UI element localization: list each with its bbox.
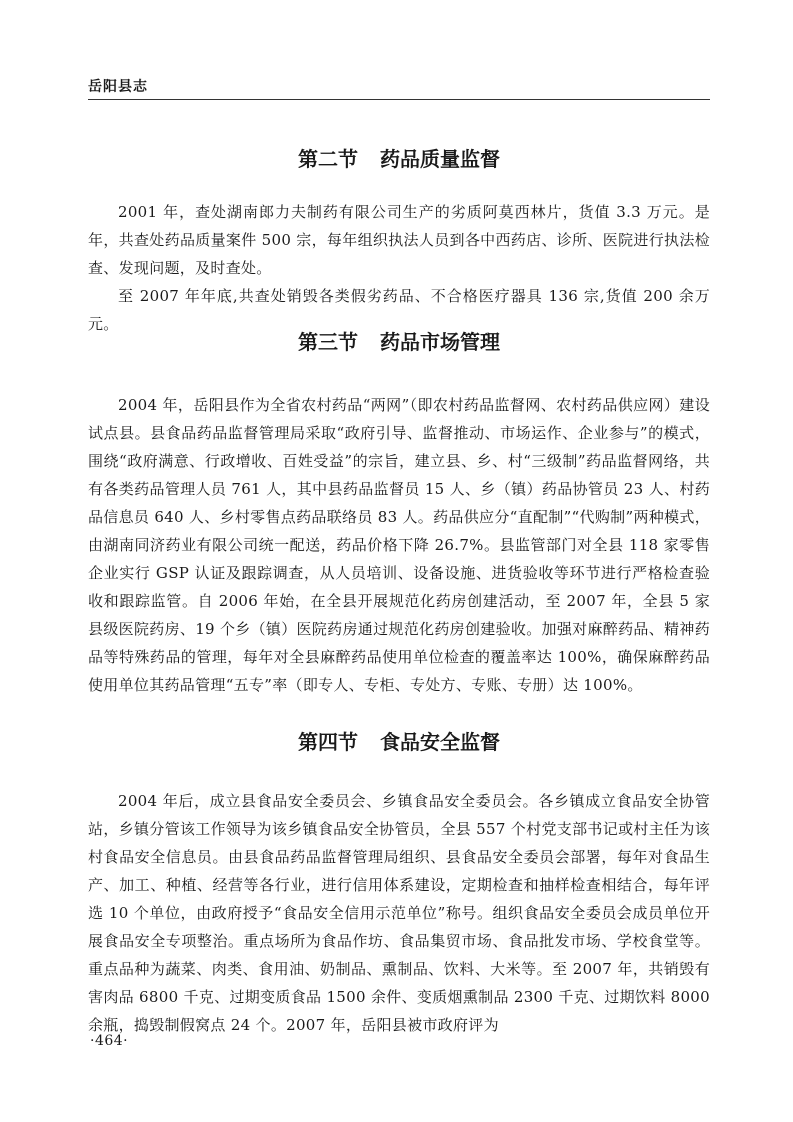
- running-header-title: 岳阳县志: [88, 79, 148, 95]
- paragraph: 至 2007 年年底,共查处销毁各类假劣药品、不合格医疗器具 136 宗,货值 200 余万元。: [88, 287, 710, 333]
- paragraph: 2004 年后，成立县食品安全委员会、乡镇食品安全委员会。各乡镇成立食品安全协管站，乡镇分管该工作领导为该乡镇食品安全协管员，全县 557 个村党支部书记或村主任为该村食品安全信息员。由县食品药品监督管理局组织、县食品安全委员会部署，每年对食品生产、加工、种植、经营等各行业，进行信用体系建设，定期检查和抽样检查相结合，每年评选 10 个单位，由政府授予“食品安全信用示范单位”称号。组织食品安全委员会成员单位开展食品安全专项整治。重点场所为食品作坊、食品集贸市场、食品批发市场、学校食堂等。重点品种为蔬菜、肉类、食用油、奶制品、熏制品、饮料、大米等。至 2007 年，共销毁有害肉品 6800 千克、过期变质食品 1500 余件、变质烟熏制品 2300 千克、过期饮料 8000 余瓶，捣毁制假窝点 24 个。2007 年，岳阳县被市政府评为: [88, 792, 710, 1034]
- section-body: [88, 198, 710, 338]
- section-number: 第四节: [298, 730, 358, 754]
- section-heading: [88, 327, 710, 357]
- section-title: 药品市场管理: [380, 330, 500, 354]
- section-heading: [88, 144, 710, 174]
- paragraph: 2004 年，岳阳县作为全省农村药品“两网”（即农村药品监督网、农村药品供应网）建设试点县。县食品药品监督管理局采取“政府引导、监督推动、市场运作、企业参与”的模式，围绕“政府满意、行政增收、百姓受益”的宗旨，建立县、乡、村“三级制”药品监督网络，共有各类药品管理人员 761 人，其中县药品监督员 15 人、乡（镇）药品协管员 23 人、村药品信息员 640 人、乡村零售点药品联络员 83 人。药品供应分“直配制”“代购制”两种模式，由湖南同济药业有限公司统一配送，药品价格下降 26.7%。县监管部门对全县 118 家零售企业实行 GSP 认证及跟踪调查，从人员培训、设备设施、进货验收等环节进行严格检查验收和跟踪监管。自 2006 年始，在全县开展规范化药房创建活动，至 2007 年，全县 5 家县级医院药房、19 个乡（镇）医院药房通过规范化药房创建验收。加强对麻醉药品、精神药品等特殊药品的管理，每年对全县麻醉药品使用单位检查的覆盖率达 100%，确保麻醉药品使用单位其药品管理“五专”率（即专人、专柜、专处方、专账、专册）达 100%。: [88, 396, 711, 694]
- paragraph: 2001 年，查处湖南郎力夫制药有限公司生产的劣质阿莫西林片，货值 3.3 万元。是年，共查处药品质量案件 500 宗，每年组织执法人员到各中西药店、诊所、医院进行执法检查、发现问题，及时查处。: [88, 203, 710, 277]
- section-title: 药品质量监督: [380, 147, 500, 171]
- section-number: 第二节: [298, 147, 358, 171]
- page-number: ·464·: [90, 1033, 129, 1049]
- section-2: [88, 144, 710, 338]
- section-body: [88, 787, 710, 1039]
- section-3: [88, 327, 710, 699]
- section-body: [88, 391, 710, 699]
- section-number: 第三节: [298, 330, 358, 354]
- section-4: [88, 727, 710, 1039]
- section-heading: [88, 727, 710, 757]
- header-rule: [88, 99, 710, 100]
- section-title: 食品安全监督: [380, 730, 500, 754]
